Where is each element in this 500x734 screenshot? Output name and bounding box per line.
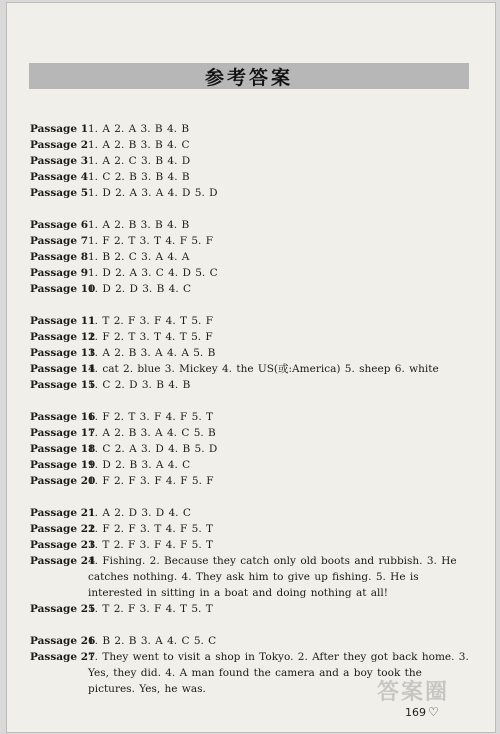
passage-answers: 1. B 2. B 3. A 4. C 5. C [88,635,217,647]
passage-group [30,313,470,393]
passage-label: Passage 19 [30,459,96,471]
answer-row [30,361,470,377]
passage-answers: 1. A 2. B 3. A 4. A 5. B [88,347,216,359]
passage-label: Passage 5 [30,187,89,199]
passage-answers: 1. A 2. B 3. B 4. B [88,219,190,231]
passage-label: Passage 7 [30,235,89,247]
passage-answers: 1. Fishing. 2. Because they catch only old boots and rubbish. 3. He catches nothing. 4. They ask him to give up fishing. 5. He is interested in sitting in a boat and doing nothing at all! [88,555,457,599]
answer-row [30,153,470,169]
passage-answers: 1. C 2. D 3. B 4. B [88,379,191,391]
passage-label: Passage 25 [30,603,96,615]
passage-label: Passage 24 [30,555,96,567]
passage-label: Passage 15 [30,379,96,391]
answer-row [30,281,470,297]
passage-label: Passage 27 [30,651,96,663]
passage-label: Passage 1 [30,123,89,135]
answer-list [30,121,470,713]
passage-answers: 1. F 2. T 3. F 4. F 5. T [88,411,213,423]
passage-answers: 1. D 2. A 3. A 4. D 5. D [88,187,218,199]
page-title: 参考答案 [29,63,469,89]
answer-row [30,425,470,441]
answer-row [30,169,470,185]
passage-answers: 1. D 2. D 3. B 4. C [88,283,192,295]
passage-answers: 1. F 2. T 3. T 4. T 5. F [88,331,213,343]
heart-icon: ♡ [428,705,439,719]
answer-row [30,377,470,393]
passage-answers: 1. A 2. C 3. B 4. D [88,155,191,167]
passage-label: Passage 11 [30,315,96,327]
passage-answers: 1. A 2. B 3. A 4. C 5. B [88,427,216,439]
passage-label: Passage 6 [30,219,89,231]
page-footer [405,705,439,719]
passage-label: Passage 3 [30,155,89,167]
passage-answers: 1. C 2. B 3. B 4. B [88,171,190,183]
answer-row [30,473,470,489]
answer-row [30,249,470,265]
passage-answers: 1. T 2. F 3. F 4. T 5. T [88,603,213,615]
passage-answers: 1. B 2. C 3. A 4. A [88,251,190,263]
passage-group [30,121,470,201]
answer-row [30,457,470,473]
passage-answers: 1. F 2. F 3. F 4. F 5. F [88,475,214,487]
passage-answers: 1. F 2. F 3. T 4. F 5. T [88,523,213,535]
passage-label: Passage 9 [30,267,89,279]
answer-row [30,345,470,361]
answer-row [30,537,470,553]
passage-answers: 1. D 2. B 3. A 4. C [88,459,191,471]
passage-answers: 1. A 2. B 3. B 4. C [88,139,190,151]
passage-label: Passage 8 [30,251,89,263]
passage-label: Passage 13 [30,347,96,359]
answer-row [30,633,470,649]
answer-row [30,553,470,601]
passage-label: Passage 22 [30,523,96,535]
answer-row [30,601,470,617]
passage-group [30,409,470,489]
passage-answers: 1. A 2. A 3. B 4. B [88,123,190,135]
passage-group [30,217,470,297]
passage-answers: 1. T 2. F 3. F 4. F 5. T [88,539,213,551]
passage-label: Passage 16 [30,411,96,423]
passage-group [30,505,470,617]
answer-row [30,121,470,137]
answer-row [30,441,470,457]
answer-row [30,137,470,153]
passage-label: Passage 10 [30,283,96,295]
answer-row [30,409,470,425]
passage-answers: 1. cat 2. blue 3. Mickey 4. the US(或:America) 5. sheep 6. white [88,363,439,375]
answer-row [30,217,470,233]
passage-answers: 1. F 2. T 3. T 4. F 5. F [88,235,213,247]
answer-row [30,521,470,537]
page-number: 169 [405,706,426,719]
passage-label: Passage 12 [30,331,96,343]
passage-label: Passage 14 [30,363,96,375]
answer-row [30,313,470,329]
answer-row [30,233,470,249]
passage-label: Passage 17 [30,427,96,439]
passage-answers: 1. They went to visit a shop in Tokyo. 2. After they got back home. 3. Yes, they did. 4. A man found the camera and a boy took the pictures. Yes, he was. [88,651,469,695]
passage-label: Passage 2 [30,139,89,151]
passage-label: Passage 21 [30,507,96,519]
answer-row [30,185,470,201]
watermark: 答案圈 [377,680,450,705]
passage-label: Passage 26 [30,635,96,647]
passage-answers: 1. D 2. A 3. C 4. D 5. C [88,267,218,279]
passage-answers: 1. C 2. A 3. D 4. B 5. D [88,443,218,455]
passage-label: Passage 23 [30,539,96,551]
passage-label: Passage 4 [30,171,89,183]
answer-page [6,2,496,733]
answer-row [30,329,470,345]
passage-label: Passage 18 [30,443,96,455]
passage-label: Passage 20 [30,475,96,487]
passage-answers: 1. T 2. F 3. F 4. T 5. F [88,315,213,327]
answer-row [30,265,470,281]
answer-row [30,505,470,521]
passage-answers: 1. A 2. D 3. D 4. C [88,507,191,519]
